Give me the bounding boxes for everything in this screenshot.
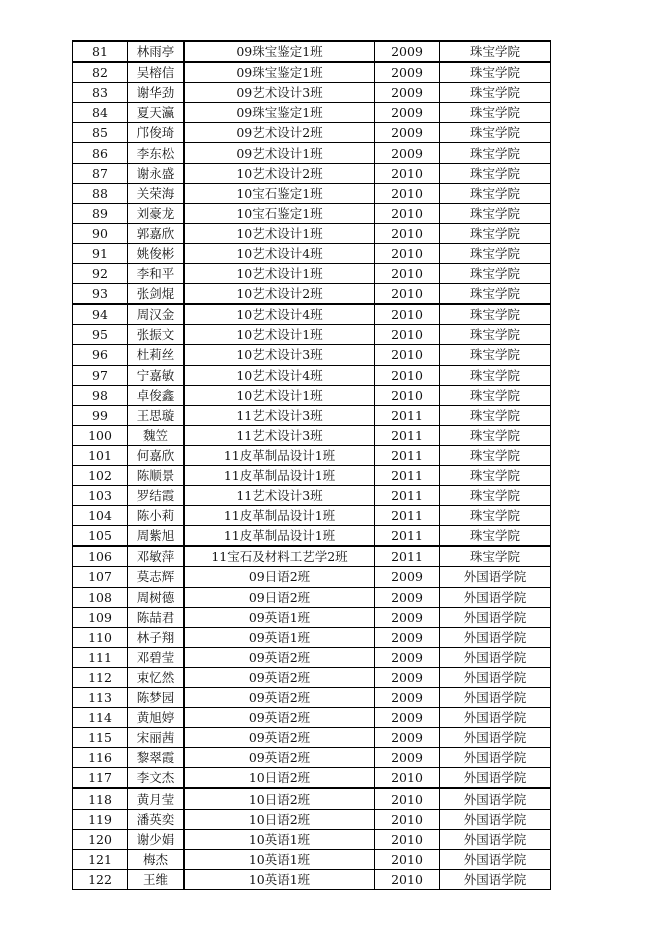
college-cell: 珠宝学院 bbox=[440, 243, 551, 263]
table-row bbox=[73, 546, 551, 567]
student-name-cell: 梅杰 bbox=[128, 849, 185, 869]
college-cell: 珠宝学院 bbox=[440, 264, 551, 284]
row-number-cell: 91 bbox=[73, 243, 128, 263]
table-row bbox=[73, 748, 551, 768]
enrollment-year-cell: 2009 bbox=[375, 62, 440, 83]
college-cell: 珠宝学院 bbox=[440, 385, 551, 405]
row-number-cell: 88 bbox=[73, 183, 128, 203]
class-name-cell: 09珠宝鉴定1班 bbox=[184, 41, 375, 62]
enrollment-year-cell: 2010 bbox=[375, 768, 440, 789]
row-number-cell: 105 bbox=[73, 526, 128, 547]
enrollment-year-cell: 2009 bbox=[375, 627, 440, 647]
class-name-cell: 10艺术设计4班 bbox=[184, 243, 375, 263]
row-number-cell: 83 bbox=[73, 83, 128, 103]
table-row bbox=[73, 829, 551, 849]
student-name-cell: 杜莉丝 bbox=[128, 345, 185, 365]
row-number-cell: 116 bbox=[73, 748, 128, 768]
table-row bbox=[73, 425, 551, 445]
table-row bbox=[73, 345, 551, 365]
row-number-cell: 92 bbox=[73, 264, 128, 284]
class-name-cell: 10宝石鉴定1班 bbox=[184, 183, 375, 203]
college-cell: 外国语学院 bbox=[440, 708, 551, 728]
table-row bbox=[73, 304, 551, 325]
college-cell: 外国语学院 bbox=[440, 809, 551, 829]
class-name-cell: 11艺术设计3班 bbox=[184, 425, 375, 445]
row-number-cell: 112 bbox=[73, 667, 128, 687]
table-row bbox=[73, 223, 551, 243]
table-row bbox=[73, 385, 551, 405]
enrollment-year-cell: 2010 bbox=[375, 203, 440, 223]
class-name-cell: 10宝石鉴定1班 bbox=[184, 203, 375, 223]
class-name-cell: 09艺术设计1班 bbox=[184, 143, 375, 163]
college-cell: 外国语学院 bbox=[440, 748, 551, 768]
college-cell: 外国语学院 bbox=[440, 849, 551, 869]
class-name-cell: 09英语2班 bbox=[184, 688, 375, 708]
enrollment-year-cell: 2009 bbox=[375, 83, 440, 103]
student-name-cell: 黄旭婷 bbox=[128, 708, 185, 728]
table-row bbox=[73, 506, 551, 526]
college-cell: 珠宝学院 bbox=[440, 405, 551, 425]
row-number-cell: 117 bbox=[73, 768, 128, 789]
student-name-cell: 魏笠 bbox=[128, 425, 185, 445]
college-cell: 珠宝学院 bbox=[440, 365, 551, 385]
enrollment-year-cell: 2011 bbox=[375, 486, 440, 506]
table-row bbox=[73, 284, 551, 305]
class-name-cell: 11艺术设计3班 bbox=[184, 486, 375, 506]
table-row bbox=[73, 243, 551, 263]
enrollment-year-cell: 2009 bbox=[375, 567, 440, 587]
enrollment-year-cell: 2010 bbox=[375, 849, 440, 869]
college-cell: 珠宝学院 bbox=[440, 526, 551, 547]
student-name-cell: 夏天瀛 bbox=[128, 103, 185, 123]
college-cell: 珠宝学院 bbox=[440, 325, 551, 345]
student-name-cell: 宁嘉敏 bbox=[128, 365, 185, 385]
enrollment-year-cell: 2010 bbox=[375, 809, 440, 829]
table-row bbox=[73, 768, 551, 789]
college-cell: 外国语学院 bbox=[440, 647, 551, 667]
row-number-cell: 120 bbox=[73, 829, 128, 849]
table-row bbox=[73, 526, 551, 547]
row-number-cell: 84 bbox=[73, 103, 128, 123]
table-row bbox=[73, 647, 551, 667]
row-number-cell: 114 bbox=[73, 708, 128, 728]
student-name-cell: 李东松 bbox=[128, 143, 185, 163]
enrollment-year-cell: 2009 bbox=[375, 748, 440, 768]
college-cell: 外国语学院 bbox=[440, 788, 551, 809]
table-row bbox=[73, 728, 551, 748]
table-row bbox=[73, 41, 551, 62]
table-row bbox=[73, 688, 551, 708]
enrollment-year-cell: 2010 bbox=[375, 264, 440, 284]
table-row bbox=[73, 486, 551, 506]
student-name-cell: 李和平 bbox=[128, 264, 185, 284]
enrollment-year-cell: 2010 bbox=[375, 304, 440, 325]
student-name-cell: 卓俊鑫 bbox=[128, 385, 185, 405]
table-row bbox=[73, 788, 551, 809]
college-cell: 珠宝学院 bbox=[440, 143, 551, 163]
college-cell: 外国语学院 bbox=[440, 627, 551, 647]
class-name-cell: 10艺术设计1班 bbox=[184, 264, 375, 284]
table-row bbox=[73, 83, 551, 103]
college-cell: 外国语学院 bbox=[440, 567, 551, 587]
college-cell: 珠宝学院 bbox=[440, 445, 551, 465]
student-name-cell: 邝俊琦 bbox=[128, 123, 185, 143]
table-row bbox=[73, 62, 551, 83]
table-row bbox=[73, 607, 551, 627]
enrollment-year-cell: 2009 bbox=[375, 667, 440, 687]
table-row bbox=[73, 445, 551, 465]
row-number-cell: 85 bbox=[73, 123, 128, 143]
row-number-cell: 101 bbox=[73, 445, 128, 465]
table-row bbox=[73, 264, 551, 284]
row-number-cell: 94 bbox=[73, 304, 128, 325]
row-number-cell: 109 bbox=[73, 607, 128, 627]
student-name-cell: 束忆然 bbox=[128, 667, 185, 687]
college-cell: 外国语学院 bbox=[440, 829, 551, 849]
student-name-cell: 黎翠霞 bbox=[128, 748, 185, 768]
enrollment-year-cell: 2009 bbox=[375, 103, 440, 123]
enrollment-year-cell: 2009 bbox=[375, 41, 440, 62]
table-row bbox=[73, 163, 551, 183]
student-name-cell: 陈喆君 bbox=[128, 607, 185, 627]
enrollment-year-cell: 2009 bbox=[375, 143, 440, 163]
college-cell: 珠宝学院 bbox=[440, 425, 551, 445]
college-cell: 珠宝学院 bbox=[440, 284, 551, 305]
class-name-cell: 10日语2班 bbox=[184, 768, 375, 789]
college-cell: 外国语学院 bbox=[440, 667, 551, 687]
enrollment-year-cell: 2010 bbox=[375, 183, 440, 203]
class-name-cell: 09日语2班 bbox=[184, 587, 375, 607]
student-name-cell: 张剑焜 bbox=[128, 284, 185, 305]
row-number-cell: 122 bbox=[73, 869, 128, 889]
enrollment-year-cell: 2010 bbox=[375, 163, 440, 183]
table-row bbox=[73, 203, 551, 223]
row-number-cell: 102 bbox=[73, 465, 128, 485]
class-name-cell: 09英语2班 bbox=[184, 748, 375, 768]
college-cell: 珠宝学院 bbox=[440, 223, 551, 243]
class-name-cell: 09英语1班 bbox=[184, 607, 375, 627]
table-row bbox=[73, 123, 551, 143]
class-name-cell: 09英语2班 bbox=[184, 647, 375, 667]
row-number-cell: 111 bbox=[73, 647, 128, 667]
table-row bbox=[73, 627, 551, 647]
class-name-cell: 11皮革制品设计1班 bbox=[184, 445, 375, 465]
row-number-cell: 81 bbox=[73, 41, 128, 62]
table-row bbox=[73, 143, 551, 163]
row-number-cell: 103 bbox=[73, 486, 128, 506]
student-name-cell: 莫志辉 bbox=[128, 567, 185, 587]
college-cell: 外国语学院 bbox=[440, 587, 551, 607]
enrollment-year-cell: 2010 bbox=[375, 829, 440, 849]
row-number-cell: 87 bbox=[73, 163, 128, 183]
enrollment-year-cell: 2009 bbox=[375, 647, 440, 667]
row-number-cell: 97 bbox=[73, 365, 128, 385]
student-name-cell: 周汉金 bbox=[128, 304, 185, 325]
student-name-cell: 郭嘉欣 bbox=[128, 223, 185, 243]
table-row bbox=[73, 869, 551, 889]
row-number-cell: 96 bbox=[73, 345, 128, 365]
row-number-cell: 106 bbox=[73, 546, 128, 567]
table-row bbox=[73, 809, 551, 829]
college-cell: 珠宝学院 bbox=[440, 304, 551, 325]
class-name-cell: 10英语1班 bbox=[184, 849, 375, 869]
row-number-cell: 82 bbox=[73, 62, 128, 83]
class-name-cell: 11艺术设计3班 bbox=[184, 405, 375, 425]
class-name-cell: 10艺术设计3班 bbox=[184, 345, 375, 365]
class-name-cell: 09日语2班 bbox=[184, 567, 375, 587]
college-cell: 外国语学院 bbox=[440, 768, 551, 789]
enrollment-year-cell: 2010 bbox=[375, 385, 440, 405]
row-number-cell: 113 bbox=[73, 688, 128, 708]
student-name-cell: 邓敏萍 bbox=[128, 546, 185, 567]
enrollment-year-cell: 2009 bbox=[375, 728, 440, 748]
class-name-cell: 10艺术设计4班 bbox=[184, 304, 375, 325]
student-table bbox=[72, 40, 551, 890]
class-name-cell: 09英语2班 bbox=[184, 708, 375, 728]
row-number-cell: 99 bbox=[73, 405, 128, 425]
row-number-cell: 121 bbox=[73, 849, 128, 869]
student-name-cell: 李文杰 bbox=[128, 768, 185, 789]
college-cell: 珠宝学院 bbox=[440, 345, 551, 365]
enrollment-year-cell: 2010 bbox=[375, 223, 440, 243]
student-name-cell: 何嘉欣 bbox=[128, 445, 185, 465]
student-name-cell: 姚俊彬 bbox=[128, 243, 185, 263]
table-row bbox=[73, 667, 551, 687]
student-name-cell: 黄月莹 bbox=[128, 788, 185, 809]
table-row bbox=[73, 708, 551, 728]
student-name-cell: 邓碧莹 bbox=[128, 647, 185, 667]
student-name-cell: 刘豪龙 bbox=[128, 203, 185, 223]
college-cell: 珠宝学院 bbox=[440, 465, 551, 485]
table-row bbox=[73, 365, 551, 385]
student-name-cell: 吴榕信 bbox=[128, 62, 185, 83]
college-cell: 珠宝学院 bbox=[440, 103, 551, 123]
college-cell: 珠宝学院 bbox=[440, 83, 551, 103]
student-name-cell: 周紫旭 bbox=[128, 526, 185, 547]
class-name-cell: 10艺术设计2班 bbox=[184, 163, 375, 183]
row-number-cell: 100 bbox=[73, 425, 128, 445]
enrollment-year-cell: 2010 bbox=[375, 284, 440, 305]
class-name-cell: 09珠宝鉴定1班 bbox=[184, 103, 375, 123]
student-name-cell: 谢华劲 bbox=[128, 83, 185, 103]
enrollment-year-cell: 2009 bbox=[375, 123, 440, 143]
student-name-cell: 张振文 bbox=[128, 325, 185, 345]
class-name-cell: 09珠宝鉴定1班 bbox=[184, 62, 375, 83]
student-name-cell: 宋丽茜 bbox=[128, 728, 185, 748]
table-row bbox=[73, 849, 551, 869]
enrollment-year-cell: 2010 bbox=[375, 365, 440, 385]
enrollment-year-cell: 2010 bbox=[375, 345, 440, 365]
student-name-cell: 林雨亭 bbox=[128, 41, 185, 62]
college-cell: 珠宝学院 bbox=[440, 163, 551, 183]
table-row bbox=[73, 183, 551, 203]
class-name-cell: 10日语2班 bbox=[184, 809, 375, 829]
college-cell: 珠宝学院 bbox=[440, 183, 551, 203]
class-name-cell: 10英语1班 bbox=[184, 869, 375, 889]
college-cell: 外国语学院 bbox=[440, 607, 551, 627]
student-name-cell: 王维 bbox=[128, 869, 185, 889]
enrollment-year-cell: 2010 bbox=[375, 243, 440, 263]
student-name-cell: 谢少娟 bbox=[128, 829, 185, 849]
college-cell: 珠宝学院 bbox=[440, 486, 551, 506]
student-name-cell: 周树德 bbox=[128, 587, 185, 607]
row-number-cell: 107 bbox=[73, 567, 128, 587]
row-number-cell: 108 bbox=[73, 587, 128, 607]
row-number-cell: 98 bbox=[73, 385, 128, 405]
college-cell: 外国语学院 bbox=[440, 869, 551, 889]
college-cell: 珠宝学院 bbox=[440, 41, 551, 62]
student-name-cell: 关荣海 bbox=[128, 183, 185, 203]
enrollment-year-cell: 2011 bbox=[375, 546, 440, 567]
class-name-cell: 11皮革制品设计1班 bbox=[184, 465, 375, 485]
enrollment-year-cell: 2011 bbox=[375, 445, 440, 465]
class-name-cell: 10日语2班 bbox=[184, 788, 375, 809]
table-row bbox=[73, 325, 551, 345]
student-name-cell: 谢永盛 bbox=[128, 163, 185, 183]
row-number-cell: 89 bbox=[73, 203, 128, 223]
table-row bbox=[73, 465, 551, 485]
row-number-cell: 90 bbox=[73, 223, 128, 243]
row-number-cell: 86 bbox=[73, 143, 128, 163]
enrollment-year-cell: 2009 bbox=[375, 587, 440, 607]
class-name-cell: 10英语1班 bbox=[184, 829, 375, 849]
class-name-cell: 10艺术设计2班 bbox=[184, 284, 375, 305]
student-name-cell: 王思璇 bbox=[128, 405, 185, 425]
enrollment-year-cell: 2011 bbox=[375, 405, 440, 425]
enrollment-year-cell: 2010 bbox=[375, 869, 440, 889]
table-row bbox=[73, 567, 551, 587]
class-name-cell: 09英语1班 bbox=[184, 627, 375, 647]
student-name-cell: 陈小莉 bbox=[128, 506, 185, 526]
enrollment-year-cell: 2011 bbox=[375, 526, 440, 547]
row-number-cell: 110 bbox=[73, 627, 128, 647]
class-name-cell: 11宝石及材料工艺学2班 bbox=[184, 546, 375, 567]
enrollment-year-cell: 2009 bbox=[375, 688, 440, 708]
enrollment-year-cell: 2011 bbox=[375, 465, 440, 485]
enrollment-year-cell: 2011 bbox=[375, 425, 440, 445]
row-number-cell: 104 bbox=[73, 506, 128, 526]
row-number-cell: 93 bbox=[73, 284, 128, 305]
college-cell: 外国语学院 bbox=[440, 688, 551, 708]
college-cell: 珠宝学院 bbox=[440, 123, 551, 143]
class-name-cell: 10艺术设计1班 bbox=[184, 385, 375, 405]
college-cell: 珠宝学院 bbox=[440, 546, 551, 567]
row-number-cell: 95 bbox=[73, 325, 128, 345]
college-cell: 珠宝学院 bbox=[440, 62, 551, 83]
table-row bbox=[73, 405, 551, 425]
class-name-cell: 09英语2班 bbox=[184, 728, 375, 748]
table-row bbox=[73, 103, 551, 123]
row-number-cell: 115 bbox=[73, 728, 128, 748]
class-name-cell: 10艺术设计1班 bbox=[184, 223, 375, 243]
enrollment-year-cell: 2011 bbox=[375, 506, 440, 526]
class-name-cell: 11皮革制品设计1班 bbox=[184, 526, 375, 547]
student-name-cell: 陈梦园 bbox=[128, 688, 185, 708]
class-name-cell: 11皮革制品设计1班 bbox=[184, 506, 375, 526]
table-row bbox=[73, 587, 551, 607]
enrollment-year-cell: 2010 bbox=[375, 325, 440, 345]
class-name-cell: 10艺术设计1班 bbox=[184, 325, 375, 345]
row-number-cell: 118 bbox=[73, 788, 128, 809]
college-cell: 珠宝学院 bbox=[440, 203, 551, 223]
student-name-cell: 潘英奕 bbox=[128, 809, 185, 829]
college-cell: 外国语学院 bbox=[440, 728, 551, 748]
student-name-cell: 罗结霞 bbox=[128, 486, 185, 506]
student-name-cell: 陈顺景 bbox=[128, 465, 185, 485]
enrollment-year-cell: 2009 bbox=[375, 708, 440, 728]
college-cell: 珠宝学院 bbox=[440, 506, 551, 526]
enrollment-year-cell: 2010 bbox=[375, 788, 440, 809]
enrollment-year-cell: 2009 bbox=[375, 607, 440, 627]
student-name-cell: 林子翔 bbox=[128, 627, 185, 647]
class-name-cell: 09艺术设计2班 bbox=[184, 123, 375, 143]
class-name-cell: 10艺术设计4班 bbox=[184, 365, 375, 385]
class-name-cell: 09英语2班 bbox=[184, 667, 375, 687]
row-number-cell: 119 bbox=[73, 809, 128, 829]
class-name-cell: 09艺术设计3班 bbox=[184, 83, 375, 103]
